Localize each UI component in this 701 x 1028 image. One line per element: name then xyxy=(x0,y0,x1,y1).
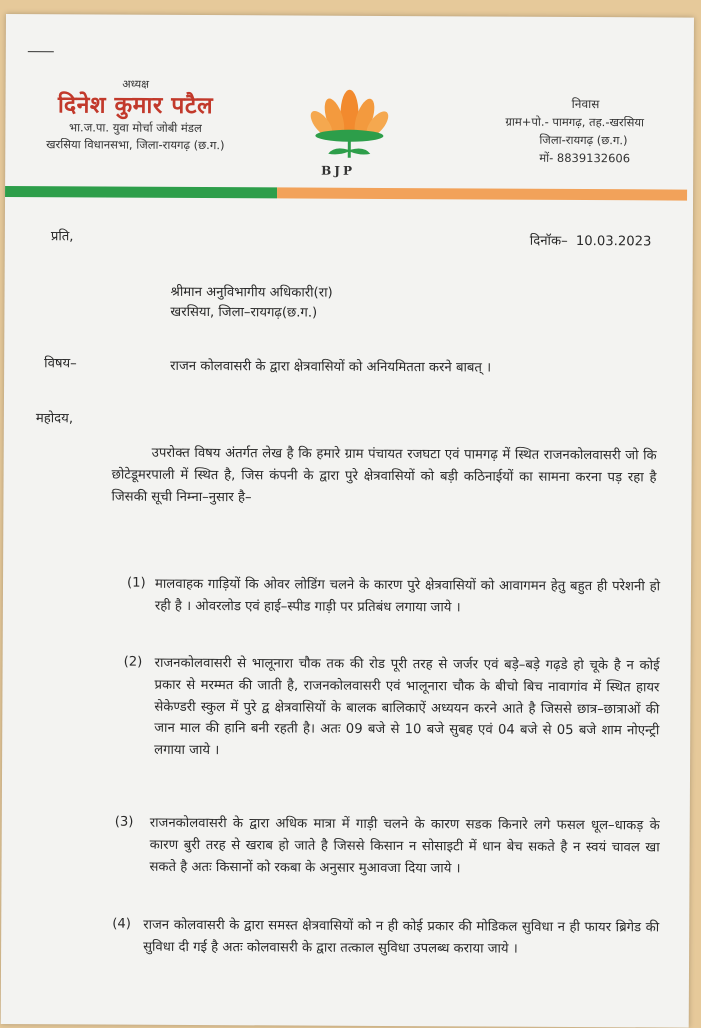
residence-title: निवास xyxy=(571,96,600,112)
tricolor-band xyxy=(5,186,689,201)
item-3-text: राजनकोलवासरी के द्वारा अधिक मात्रा में गाड़ी चलने के कारण सडक किनारे लगे फसल धूल–धाकड़ के कारण बुरी तरह से खराब हो जाते है जिससे किसान न सोसाइटी में धान बेच सकते है न स्वयं चावल खा सकते है अतः किसानों को रकबा के अनुसार मुआवजा दिया जाये । xyxy=(149,815,660,876)
recipient-line1: श्रीमान अनुविभागीय अधिकारी(रा) xyxy=(170,284,333,301)
recipient-line2: खरसिया, जिला–रायगढ़(छ.ग.) xyxy=(170,304,318,321)
subject-label: विषय– xyxy=(44,356,77,372)
item-1-number: (1) xyxy=(126,575,146,591)
letterhead-right xyxy=(505,95,665,168)
body-paragraph: उपरोक्त विषय अंतर्गत लेख है कि हमारे ग्राम पंचायत रजघटा एवं पामगढ़ में स्थित राजनकोलवासरी जो कि छोटेडूमरपाली में स्थित है, जिस कंपनी के द्वारा पुरे क्षेत्रवासियों को बड़ी कठिनाईयों का सामना करना पड़ रहा है जिसकी सूची निम्ना–नुसार है– xyxy=(111,445,657,506)
prati-label: प्रति, xyxy=(50,229,74,245)
date-value: 10.03.2023 xyxy=(575,233,652,250)
constituency: खरसिया विधानसभा, जिला-रायगढ़ (छ.ग.) xyxy=(46,137,225,153)
item-3-number: (3) xyxy=(114,814,134,830)
residence-line1: ग्राम+पो.- पामगढ़, तह.-खरसिया xyxy=(505,114,645,130)
item-2-text: राजनकोलवासरी से भालूनारा चौक तक की रोड पूरी तरह से जर्जर एवं बड़े–बड़े गढ़डे हो चूके है न कोई प्रकार से मरम्मत की जाती है, राजनकोलवासरी एवं भालूनारा चौक के बीचो बिच नावागांव में स्थित हायर सेकेण्डरी स्कुल में पुरे द्व क्षेत्रवासियों के बालक बालिकाऐं अध्ययन करने आते है जिससे छात्र–छात्राओं की जान माल की हानि बनी रहती है। अतः 09 बजे से 10 बजे सुबह एवं 04 बजे से 05 बजे शाम नोएन्ट्री लगाया जाये । xyxy=(154,655,660,759)
date-label: दिनॉक– xyxy=(529,233,568,249)
saffron-band xyxy=(277,187,687,200)
salutation: महोदय, xyxy=(35,411,74,427)
residence-line2: जिला-रायगढ़ (छ.ग.) xyxy=(539,132,628,148)
letterhead-left xyxy=(5,76,265,154)
top-dash xyxy=(28,51,54,52)
item-2-number: (2) xyxy=(123,654,143,670)
sender-name: दिनेश कुमार पटैल xyxy=(57,91,214,120)
green-band xyxy=(5,186,277,198)
subject-text: राजन कोलवासरी के द्वारा क्षेत्रवासियों को अनियमितता करने बाबत् । xyxy=(170,358,492,376)
party-logo-text: BJP xyxy=(321,163,356,178)
designation: अध्यक्ष xyxy=(122,77,150,91)
item-4-number: (4) xyxy=(112,916,131,932)
item-4-text: राजन कोलवासरी के द्वारा समस्त क्षेत्रवासियों को न ही कोई प्रकार की मोडिकल सुविधा न ही फायर ब्रिगेड की सुविधा दी गई है अतः कोलवासरी के द्वारा तत्काल सुविधा उपलब्ध कराया जाये । xyxy=(143,917,660,957)
mobile-number: मों- 8839132606 xyxy=(539,150,631,166)
organization: भा.ज.पा. युवा मोर्चा जोबी मंडल xyxy=(68,120,202,136)
letter-page xyxy=(1,14,694,1028)
date-line xyxy=(530,232,652,253)
item-1-text: मालवाहक गाड़ियों कि ओवर लोडिंग चलने के कारण पुरे क्षेत्रवासियों को आवागमन हेतु बहुत ही परेशनी हो रही है । ओवरलोड एवं हाई–स्पीड गाड़ी पर प्रतिबंध लगाया जाये । xyxy=(154,576,661,616)
